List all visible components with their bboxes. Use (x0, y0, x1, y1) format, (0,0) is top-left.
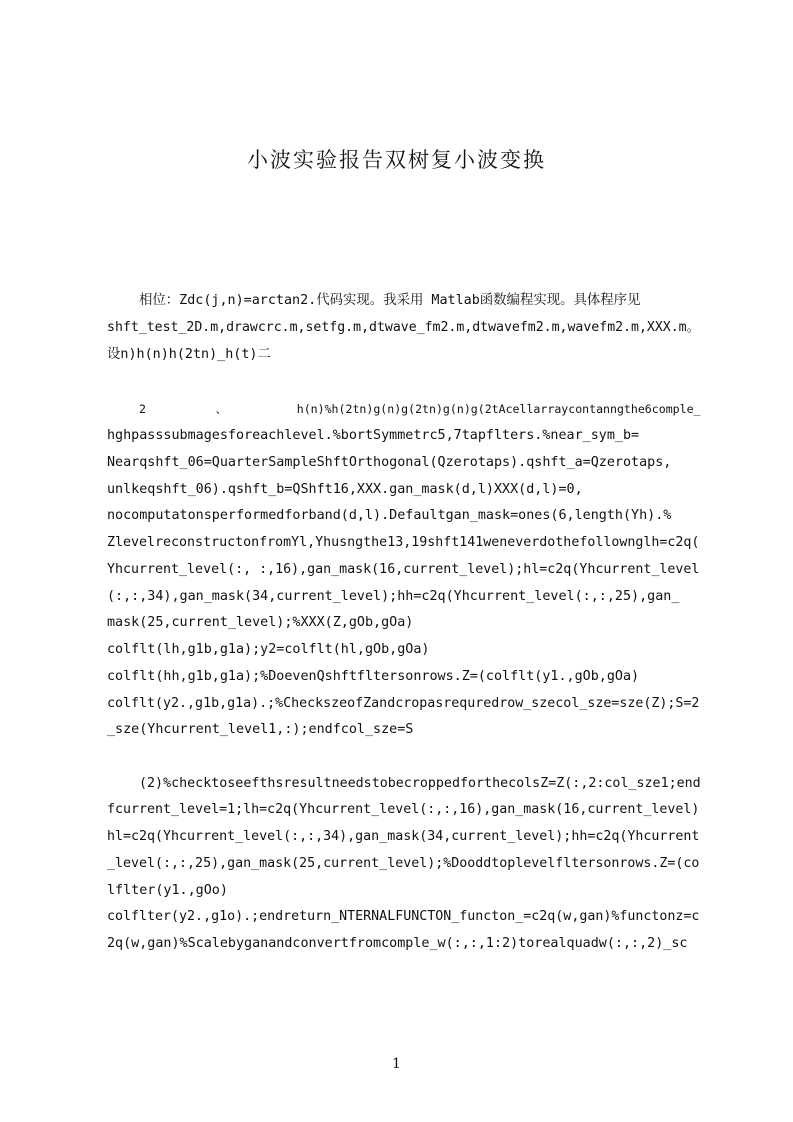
paragraph-2-line-4: unlkeqshft_06).qshft_b=QShft16,XXX.gan_mask(d,l)XXX(d,l)=0, (107, 482, 583, 497)
paragraph-1-line-2: shft_test_2D.m,drawcrc.m,setfg.m,dtwave_fm2.m,dtwavefm2.m,wavefm2.m,XXX.m。 (107, 320, 700, 335)
paragraph-3-line-4: _level(:,:,25),gan_mask(25,current_level);%Dooddtoplevelfltersonrows.Z=(co (107, 856, 700, 871)
paragraph-3-line-7: 2q(w,gan)%Scalebygana​ndconvertfromcomple_w(:,:,1:2)torealquadw(:,:,2)_sc (107, 936, 688, 951)
paragraph-2-line-12: colflt(y2.,g1b,g1a).;%CheckszeofZandcropasrequredrow_szecol_sze=sze(Z);S=2 (107, 696, 700, 711)
paragraph-2-line-9: mask(25,current_level);%XXX(Z,gOb,gOa) (107, 615, 414, 630)
paragraph-1-line-3: 设n)h(n)h(2tn)_h(t)二 (107, 347, 271, 362)
paragraph-3-line-2: fcurrent_level=1;lh=c2q(Yhcurrent_level(:,:,16),gan_mask(16,current_level) (107, 802, 700, 817)
paragraph-3-line-3: hl=c2q(Yhcurrent_level(:,:,34),gan_mask(34,current_level);hh=c2q(Yhcurrent (107, 829, 700, 844)
paragraph-2-line-5: nocomputatonsperformedforband(d,l).Defaultgan_mask=ones(6,length(Yh).% (107, 508, 672, 523)
paragraph-2-line-10: colflt(lh,g1b,g1a);y2=colflt(hl,gOb,gOa) (107, 642, 430, 657)
paragraph-3-line-1: (2)%checktoseefthsresultneedstobecroppedforthecolsZ=Z(:,2:col_sze1;end (139, 776, 701, 791)
paragraph-3-line-5: lflter(y1.,gOo) (107, 883, 228, 898)
paragraph-3-line-6: colflter(y2.,g1o).;endreturn_NTERNALFUNCTON_functon_=c2q(w,gan)%functonz=c (107, 909, 700, 924)
paragraph-2-line-3: Nearqshft_06=QuarterSampleShftOrthogonal(Qzerotaps).qshft_a=Qzerotaps, (107, 455, 672, 470)
paragraph-2-line-8: (:,:,34),gan_mask(34,current_level);hh=c2q(Yhcurrent_level(:,:,25),gan_ (107, 589, 680, 604)
paragraph-2-line-7: Yhcurrent_level(:, :,16),gan_mask(16,current_level);hl=c2q(Yhcurrent_level (107, 562, 700, 577)
paragraph-1-line-1: 相位：Zdc(j,n)=arctan2.代码实现。我采用 Matlab函数编程实现。具体程序见 (139, 293, 641, 308)
paragraph-2-line-2: hghpasssubmagesforeachlevel.%bortSymmetrc5,7tapflters.%near_sym_b= (107, 428, 640, 443)
document-title: 小波实验报告双树复小波变换 (247, 148, 546, 172)
paragraph-2-line-13: _sze(Yhcurrent_level1,:);endfcol_sze=S (107, 722, 414, 737)
page-number: 1 (392, 1056, 401, 1072)
paragraph-2-line-1: 2 、 h(n)%h(2tn)g(n)g(2tn)g(n)g(2tAcellarraycontanngthe6comple_ (139, 402, 701, 416)
paragraph-2-line-6: ZlevelreconstructonfromYl,Yhusngthe13,19shft141weneverdothefollownglh=c2q( (107, 535, 700, 550)
paragraph-2-line-11: colflt(hh,g1b,g1a);%DoevenQshftfltersonrows.Z=(colflt(y1.,gOb,gOa) (107, 669, 640, 684)
